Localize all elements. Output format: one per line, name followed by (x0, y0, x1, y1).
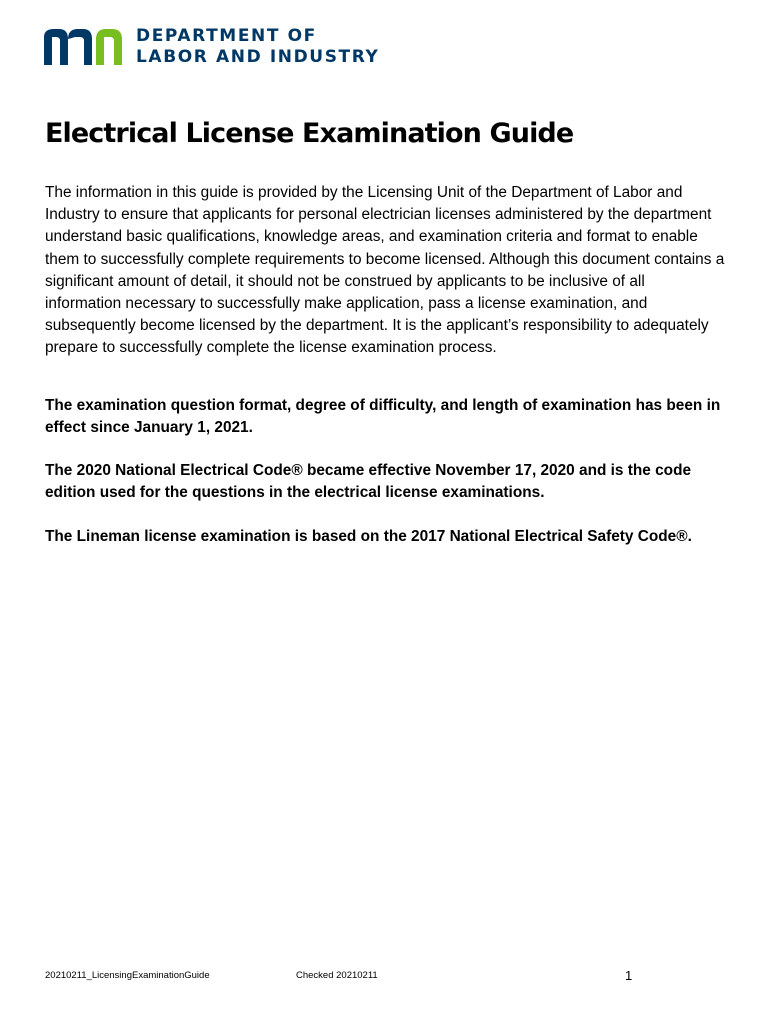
department-name-line-2: LABOR AND INDUSTRY (136, 47, 380, 67)
footer-filename: 20210211_LicensingExaminationGuide (45, 970, 210, 981)
intro-paragraph: The information in this guide is provided by the Licensing Unit of the Department of Labor and Industry to ensure that applicants for personal electrician licenses administered by the department understand basic qualifications, knowledge areas, and examination criteria and format to enable them to successfully complete requirements to become licensed. Although this document contains a significant amount of detail, it should not be construed by applicants to be inclusive of all information necessary to successfully make application, pass a license examination, and subsequently become licensed by the department. It is the applicant’s responsibility to adequately prepare to successfully complete the license examination process. (45, 184, 725, 357)
exam-format-note: The examination question format, degree of difficulty, and length of examination has been in effect since January 1, 2021. (45, 397, 721, 437)
page-number: 1 (625, 968, 633, 983)
page-footer (45, 968, 733, 986)
document-title: Electrical License Examination Guide (45, 118, 574, 149)
page-header (44, 27, 379, 67)
department-name-line-1: DEPARTMENT OF (136, 26, 317, 46)
footer-checked-date: Checked 20210211 (296, 970, 378, 981)
lineman-code-note: The Lineman license examination is based on the 2017 National Electrical Safety Code®. (45, 528, 692, 545)
department-name (136, 26, 379, 68)
mn-logo-icon (44, 29, 124, 65)
nec-code-note: The 2020 National Electrical Code® became effective November 17, 2020 and is the code edition used for the questions in the electrical license examinations. (45, 462, 692, 502)
